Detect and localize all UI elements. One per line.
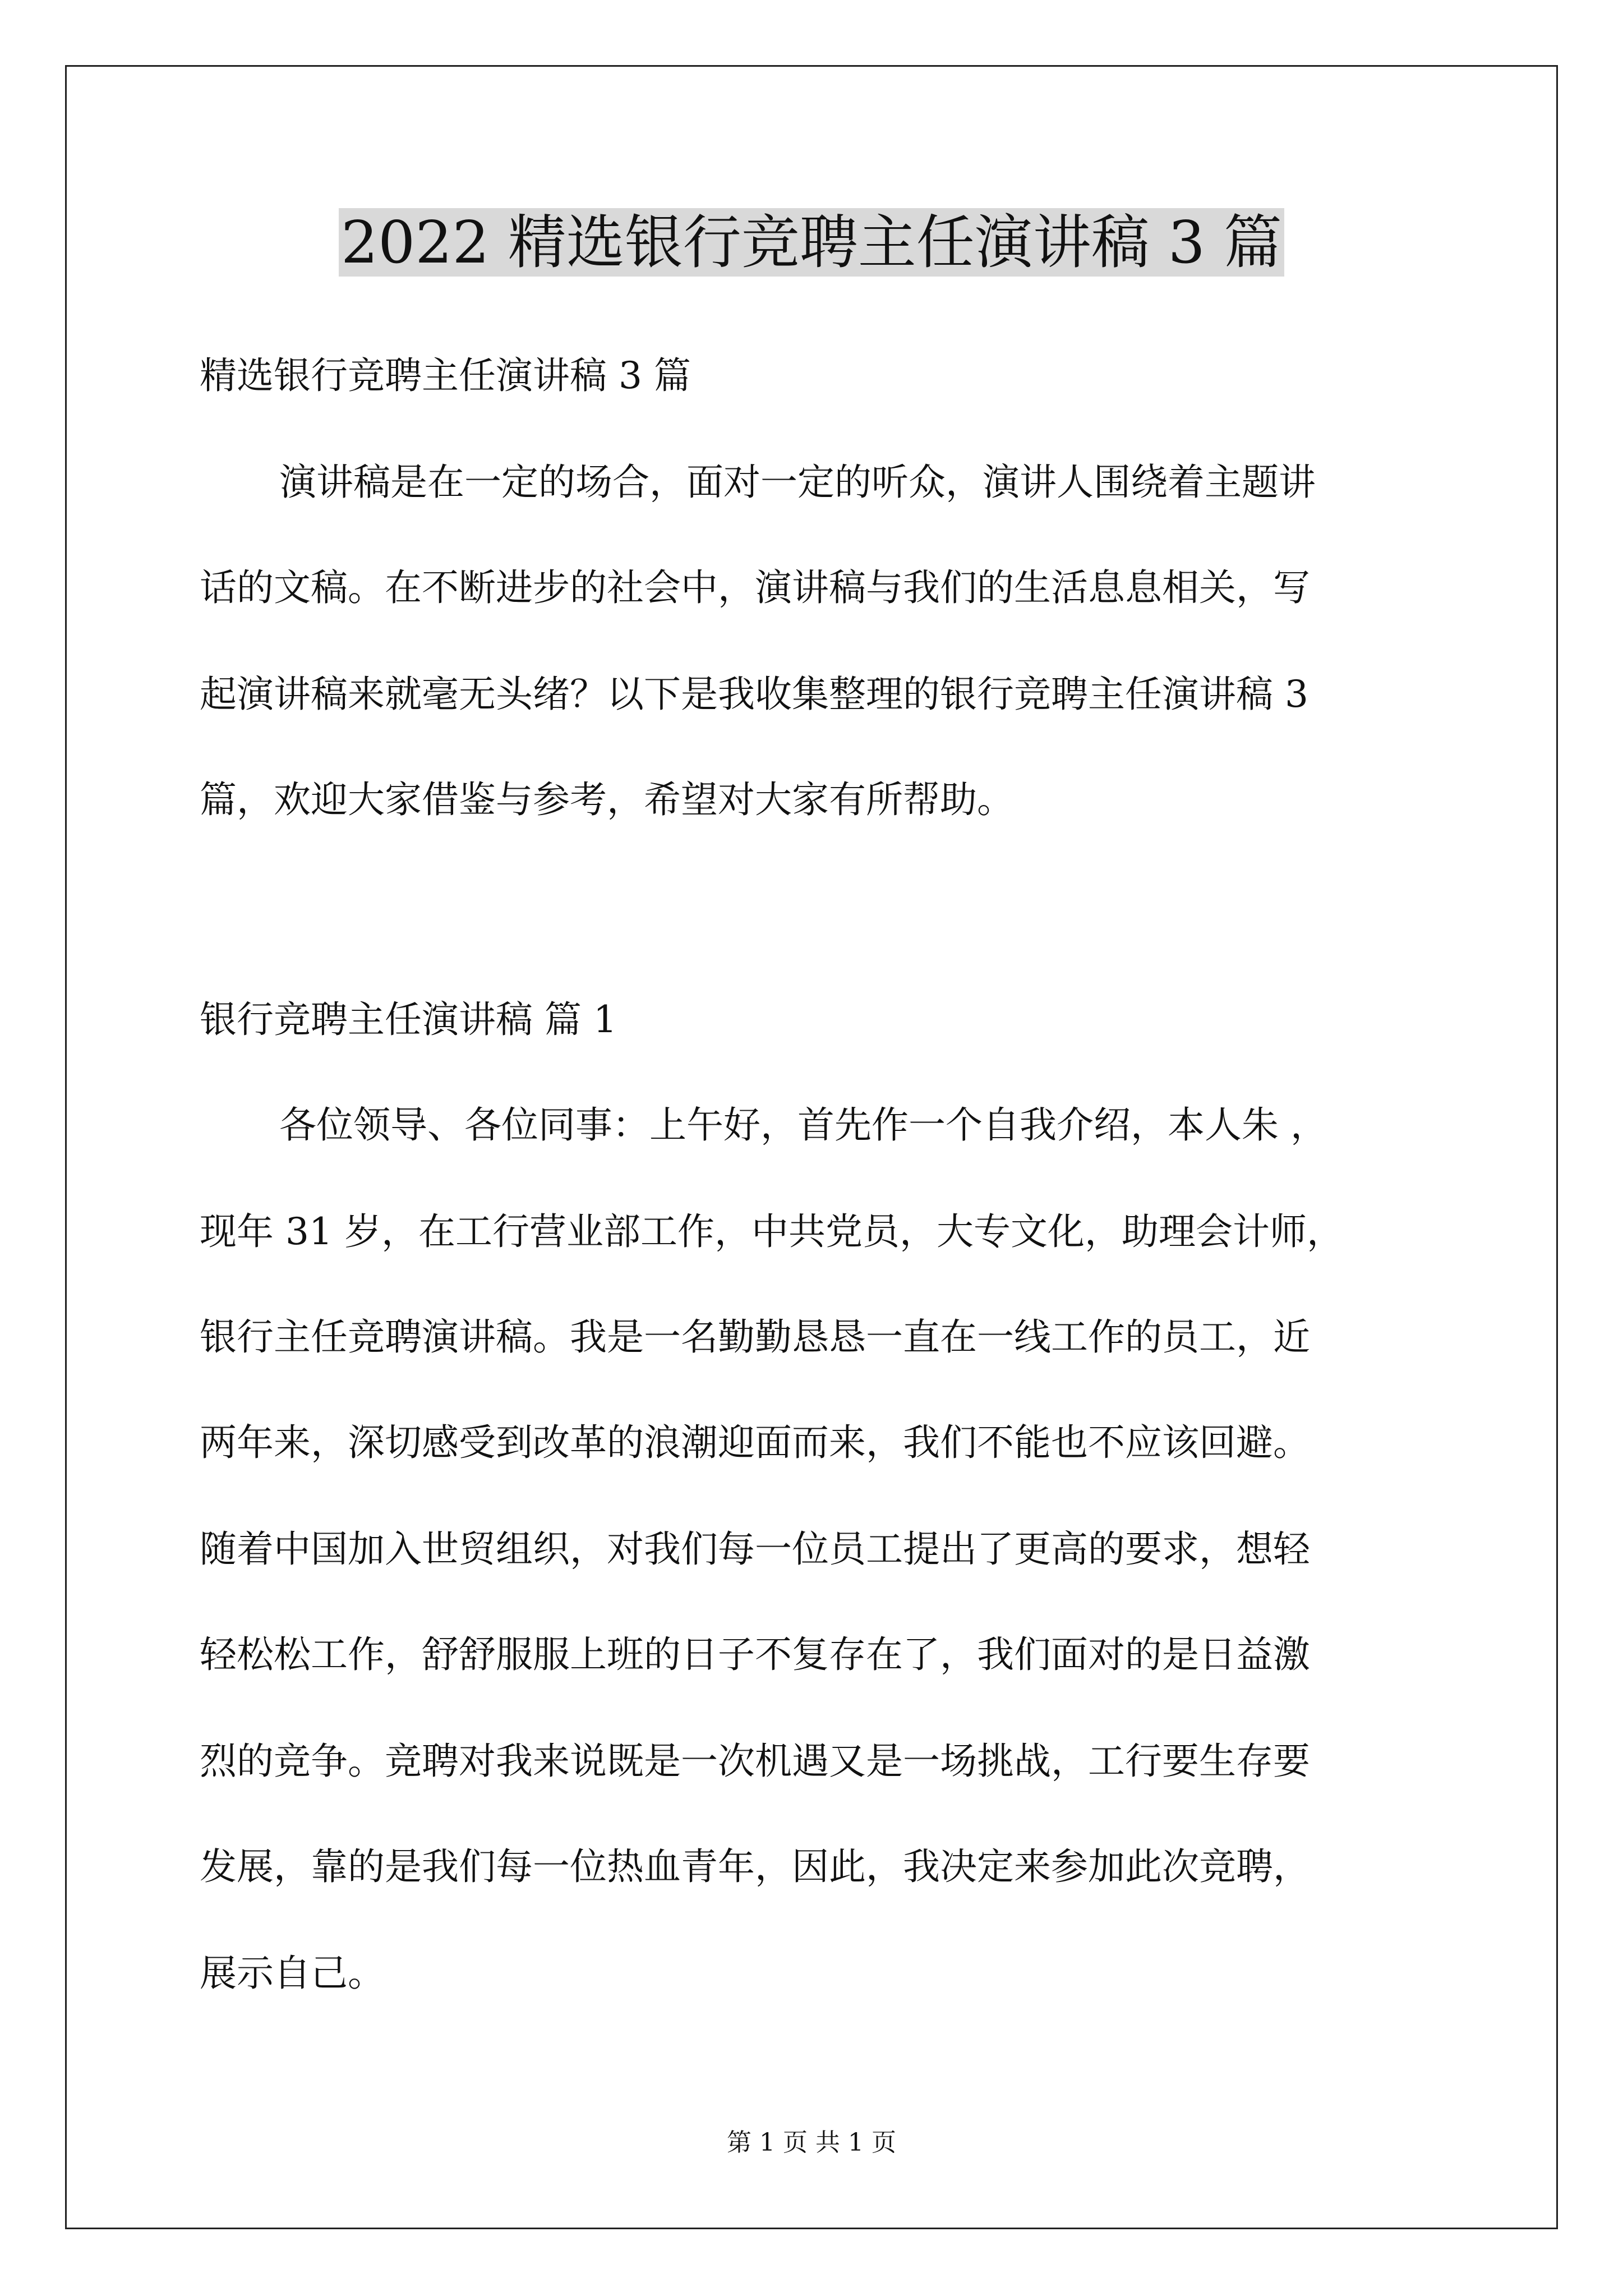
intro-line: 话的文稿。在不断进步的社会中，演讲稿与我们的生活息息相关，写 (200, 566, 1310, 609)
section-heading: 银行竞聘主任演讲稿 篇 1 (200, 998, 617, 1041)
body-line: 随着中国加入世贸组织，对我们每一位员工提出了更高的要求，想轻 (200, 1527, 1310, 1571)
intro-line: 演讲稿是在一定的场合，面对一定的听众，演讲人围绕着主题讲 (279, 461, 1316, 504)
body-line: 轻松松工作，舒舒服服上班的日子不复存在了，我们面对的是日益激 (200, 1633, 1310, 1676)
page-footer: 第 1 页 共 1 页 (727, 2128, 896, 2157)
body-line: 展示自己。 (200, 1952, 385, 1995)
body-line: 两年来，深切感受到改革的浪潮迎面而来，我们不能也不应该回避。 (200, 1421, 1310, 1464)
intro-line: 篇，欢迎大家借鉴与参考，希望对大家有所帮助。 (200, 778, 1014, 821)
body-line: 各位领导、各位同事：上午好，首先作一个自我介绍，本人朱 ， (279, 1103, 1327, 1147)
body-line: 现年 31 岁，在工行营业部工作，中共党员，大专文化，助理会计师， (200, 1210, 1344, 1253)
body-line: 发展，靠的是我们每一位热血青年，因此，我决定来参加此次竞聘， (200, 1845, 1310, 1888)
document-subtitle: 精选银行竞聘主任演讲稿 3 篇 (200, 354, 691, 397)
document-title (0, 203, 1623, 282)
document-title-text: 2022 精选银行竞聘主任演讲稿 3 篇 (339, 208, 1284, 277)
body-line: 银行主任竞聘演讲稿。我是一名勤勤恳恳一直在一线工作的员工，近 (200, 1315, 1310, 1359)
body-line: 烈的竞争。竞聘对我来说既是一次机遇又是一场挑战，工行要生存要 (200, 1740, 1310, 1783)
intro-line: 起演讲稿来就毫无头绪？以下是我收集整理的银行竞聘主任演讲稿 3 (200, 673, 1308, 716)
